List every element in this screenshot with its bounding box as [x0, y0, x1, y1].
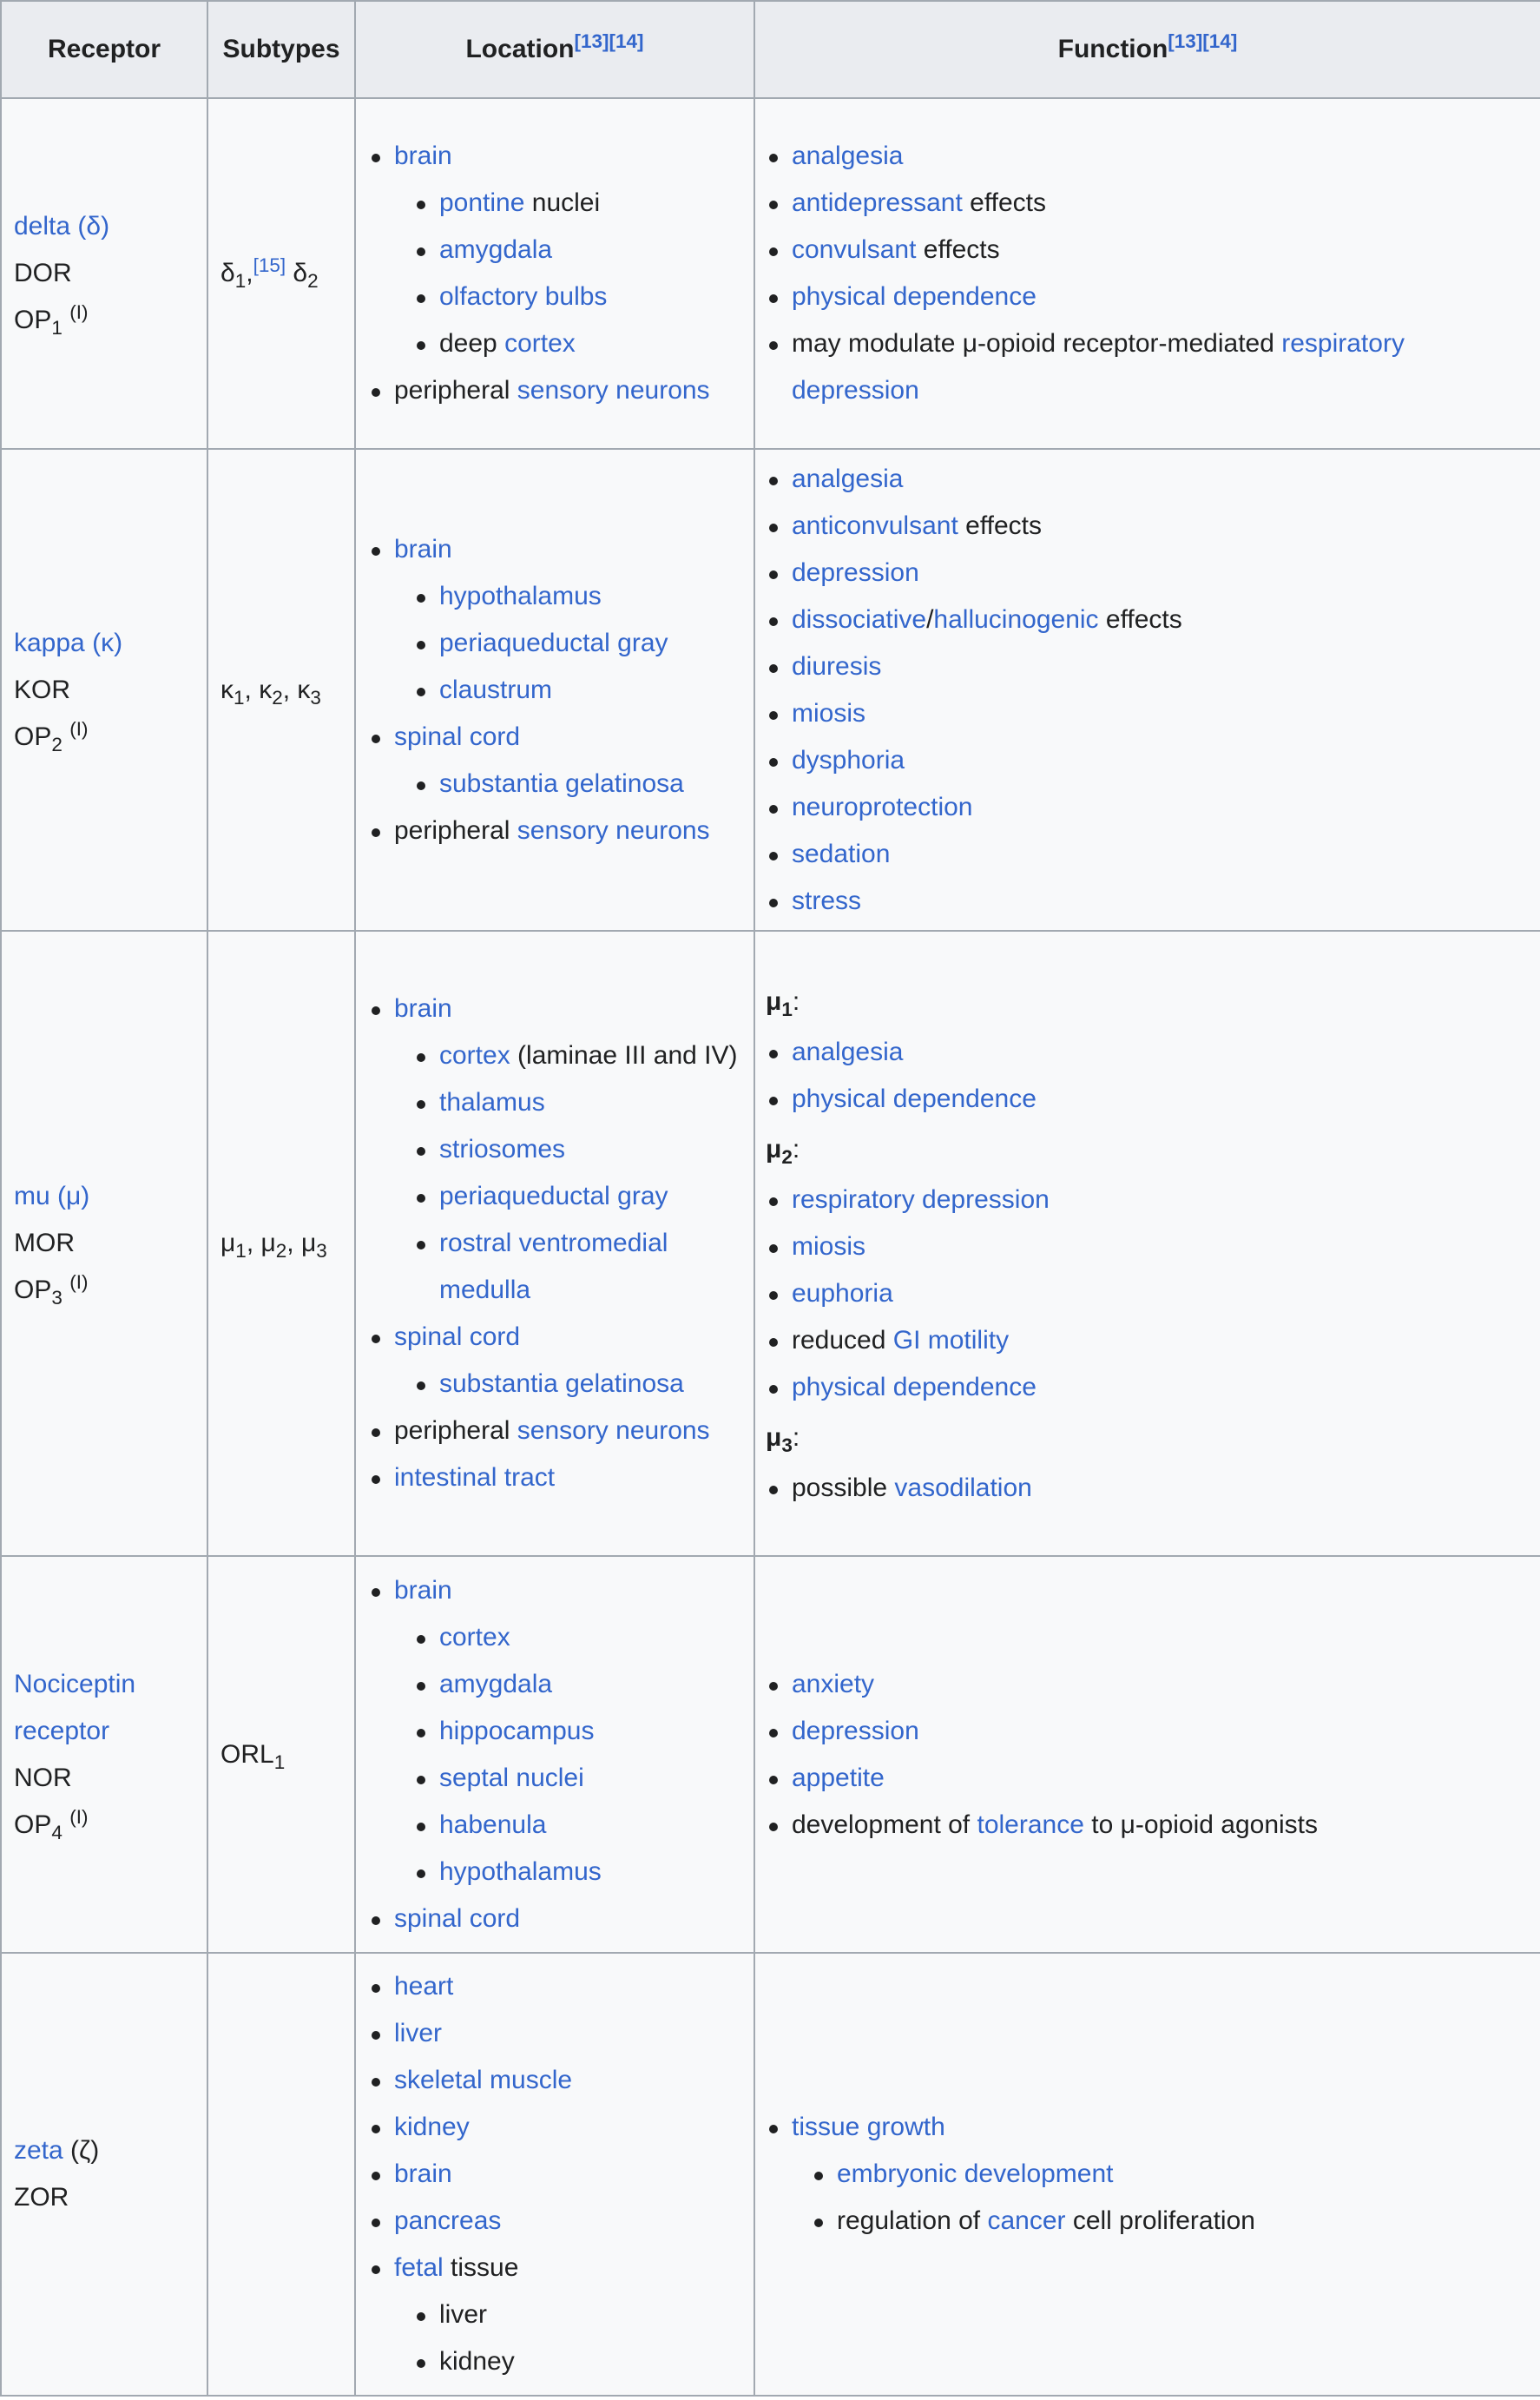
header-receptor: Receptor: [1, 1, 207, 98]
list-item: appetite: [792, 1755, 1528, 1802]
receptor-cell: zeta (ζ) ZOR: [1, 1953, 207, 2396]
list-item: cortex: [439, 1614, 741, 1661]
table-row: [1, 98, 1540, 449]
list-item: kidney: [439, 2338, 741, 2385]
list-item: analgesia: [792, 1029, 1528, 1076]
list-item: kidney: [394, 2104, 741, 2151]
list-item: tissue growth embryonic development regulation of cancer cell proliferation: [792, 2104, 1528, 2245]
subtype-heading: $\mu_1$:: [766, 987, 800, 1020]
list-item: possible vasodilation: [792, 1465, 1528, 1512]
list-item: spinal cord substantia gelatinosa: [394, 714, 741, 808]
receptor-link[interactable]: zeta: [14, 2136, 63, 2165]
function-list: [766, 1661, 1528, 1849]
list-item: peripheral sensory neurons: [394, 367, 741, 414]
list-item: diuresis: [792, 643, 1528, 690]
function-list: [766, 1465, 1528, 1512]
receptor-op: $OP_1$ $^{(I)}$: [14, 301, 89, 339]
receptor-cell: [1, 931, 207, 1556]
list-item: heart: [394, 1963, 741, 2010]
location-list: [368, 526, 741, 854]
location-cell: [355, 1556, 754, 1953]
list-item: analgesia: [792, 133, 1528, 180]
function-list: [766, 133, 1528, 414]
list-item: fetal tissue liver kidney: [394, 2245, 741, 2385]
ref-link[interactable]: [13][14]: [1168, 30, 1238, 52]
receptor-link[interactable]: Nociceptin receptor: [14, 1669, 136, 1745]
list-item: cortex (laminae III and IV): [439, 1032, 741, 1079]
function-list: [766, 456, 1528, 925]
list-item: skeletal muscle: [394, 2057, 741, 2104]
receptor-cell: [1, 449, 207, 931]
list-item: hippocampus: [439, 1708, 741, 1755]
list-item: spinal cord: [394, 1896, 741, 1942]
list-item: regulation of cancer cell proliferation: [837, 2198, 1528, 2245]
list-item: analgesia: [792, 456, 1528, 503]
list-item: physical dependence: [792, 1076, 1528, 1123]
location-cell: [355, 98, 754, 449]
receptor-cell: [1, 1556, 207, 1953]
receptor-abbr: DOR: [14, 259, 72, 287]
list-item: may modulate μ-opioid receptor-mediated respiratory depression: [792, 320, 1528, 414]
location-cell: [355, 449, 754, 931]
function-list: [766, 1177, 1528, 1411]
list-item: embryonic development: [837, 2151, 1528, 2198]
function-cell: [754, 1953, 1540, 2396]
list-item: periaqueductal gray: [439, 1173, 741, 1220]
list-item: miosis: [792, 690, 1528, 737]
list-item: amygdala: [439, 227, 741, 274]
subtype-heading: $\mu_2$:: [766, 1135, 800, 1168]
receptor-link[interactable]: kappa (κ): [14, 628, 123, 657]
list-item: antidepressant effects: [792, 180, 1528, 227]
subtype-heading: $\mu_3$:: [766, 1423, 800, 1456]
subtypes-cell: $ORL_1$: [207, 1556, 355, 1953]
list-item: intestinal tract: [394, 1454, 741, 1501]
location-list: [368, 1963, 741, 2385]
receptor-op: $OP_3$ $^{(I)}$: [14, 1271, 89, 1309]
list-item: habenula: [439, 1802, 741, 1849]
list-item: periaqueductal gray: [439, 620, 741, 667]
list-item: brain pontine nuclei amygdala olfactory bulbs deep cortex: [394, 133, 741, 367]
header-subtypes: Subtypes: [207, 1, 355, 98]
list-item: anxiety: [792, 1661, 1528, 1708]
list-item: pancreas: [394, 2198, 741, 2245]
header-function: Function[13][14]: [754, 1, 1540, 98]
location-cell: [355, 931, 754, 1556]
receptor-cell: [1, 98, 207, 449]
table-row: [1, 449, 1540, 931]
function-list: [766, 2104, 1528, 2245]
receptor-abbr: NOR: [14, 1763, 72, 1792]
list-item: liver: [394, 2010, 741, 2057]
table-row: [1, 1556, 1540, 1953]
list-item: deep cortex: [439, 320, 741, 367]
list-item: anticonvulsant effects: [792, 503, 1528, 550]
list-item: physical dependence: [792, 274, 1528, 320]
table-row: [1, 1953, 1540, 2396]
list-item: peripheral sensory neurons: [394, 808, 741, 854]
list-item: septal nuclei: [439, 1755, 741, 1802]
list-item: neuroprotection: [792, 784, 1528, 831]
function-cell: [754, 1556, 1540, 1953]
list-item: striosomes: [439, 1126, 741, 1173]
receptor-link[interactable]: delta (δ): [14, 212, 110, 241]
list-item: convulsant effects: [792, 227, 1528, 274]
list-item: miosis: [792, 1223, 1528, 1270]
list-item: spinal cord substantia gelatinosa: [394, 1314, 741, 1408]
list-item: dissociative/hallucinogenic effects: [792, 597, 1528, 643]
receptor-abbr: ZOR: [14, 2183, 69, 2212]
list-item: rostral ventromedial medulla: [439, 1220, 741, 1314]
function-cell: [754, 931, 1540, 1556]
function-list: [766, 1029, 1528, 1123]
subtypes-cell: $\delta_1,[15]$ $\delta_2$: [207, 98, 355, 449]
ref-link[interactable]: [13][14]: [574, 30, 644, 52]
list-item: liver: [439, 2291, 741, 2338]
list-item: sedation: [792, 831, 1528, 878]
header-location: Location[13][14]: [355, 1, 754, 98]
function-cell: [754, 98, 1540, 449]
receptor-link[interactable]: mu (μ): [14, 1182, 90, 1210]
list-item: brain cortex amygdala hippocampus septal nuclei habenula hypothalamus: [394, 1567, 741, 1896]
list-item: respiratory depression: [792, 1177, 1528, 1223]
ref-link[interactable]: [15]: [253, 254, 286, 276]
subtypes-cell: $\mu_1$, $\mu_2$, $\mu_3$: [207, 931, 355, 1556]
list-item: physical dependence: [792, 1364, 1528, 1411]
list-item: development of tolerance to μ-opioid agonists: [792, 1802, 1528, 1849]
receptor-abbr: KOR: [14, 675, 71, 704]
list-item: brain hypothalamus periaqueductal gray claustrum: [394, 526, 741, 714]
receptor-op: $OP_2$ $^{(I)}$: [14, 717, 89, 755]
list-item: dysphoria: [792, 737, 1528, 784]
location-cell: [355, 1953, 754, 2396]
list-item: peripheral sensory neurons: [394, 1408, 741, 1454]
list-item: hypothalamus: [439, 573, 741, 620]
location-list: [368, 133, 741, 414]
list-item: hypothalamus: [439, 1849, 741, 1896]
subtypes-cell: $\kappa_1$, $\kappa_2$, $\kappa_3$: [207, 449, 355, 931]
table-row: [1, 931, 1540, 1556]
list-item: brain cortex (laminae III and IV) thalamus striosomes periaqueductal gray rostral ventromedial medulla: [394, 986, 741, 1314]
list-item: euphoria: [792, 1270, 1528, 1317]
subtypes-cell: [207, 1953, 355, 2396]
receptor-abbr: MOR: [14, 1229, 75, 1257]
list-item: pontine nuclei: [439, 180, 741, 227]
list-item: reduced GI motility: [792, 1317, 1528, 1364]
list-item: stress: [792, 878, 1528, 925]
location-list: [368, 986, 741, 1501]
receptor-op: $OP_4$ $^{(I)}$: [14, 1805, 89, 1843]
list-item: amygdala: [439, 1661, 741, 1708]
list-item: depression: [792, 1708, 1528, 1755]
list-item: substantia gelatinosa: [439, 761, 741, 808]
list-item: substantia gelatinosa: [439, 1361, 741, 1408]
list-item: brain: [394, 2151, 741, 2198]
location-list: [368, 1567, 741, 1942]
function-cell: [754, 449, 1540, 931]
list-item: claustrum: [439, 667, 741, 714]
list-item: depression: [792, 550, 1528, 597]
list-item: olfactory bulbs: [439, 274, 741, 320]
table-header-row: [1, 1, 1540, 98]
list-item: thalamus: [439, 1079, 741, 1126]
